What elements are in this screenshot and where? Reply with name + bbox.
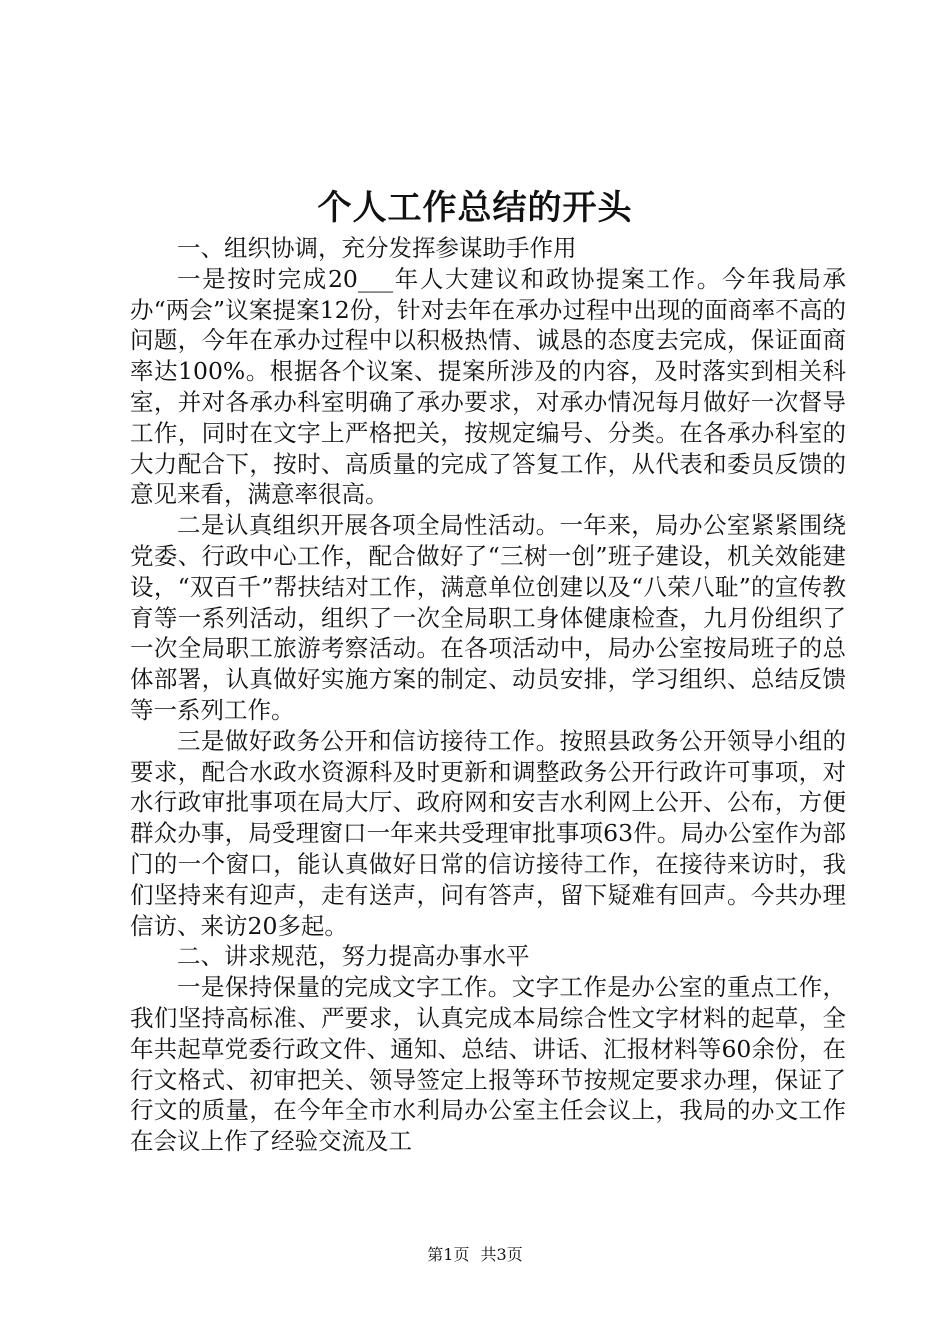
paragraph-1-3: 三是做好政务公开和信访接待工作。按照县政务公开领导小组的要求，配合水政水资源科及时更新和调整政务公开行政许可事项，对水行政审批事项在局大厅、政府网和安吉水利网上公开、公布，方便群众办事，局受理窗口一年来共受理审批事项63件。局办公室作为部门的一个窗口，能认真做好日常的信访接待工作，在接待来访时，我们坚持来有迎声，走有送声，问有答声，留下疑难有回声。今共办理信访、来访20多起。 bbox=[130, 726, 846, 940]
document-title: 个人工作总结的开头 bbox=[317, 188, 633, 228]
page-number: 第1页 bbox=[427, 1245, 470, 1264]
document-body bbox=[130, 233, 846, 1157]
section-heading-2: 二、讲求规范，努力提高办事水平 bbox=[177, 942, 530, 971]
section-heading-1: 一、组织协调，充分发挥参谋助手作用 bbox=[177, 234, 577, 262]
paragraph-2-1: 一是保持保量的完成文字工作。文字工作是办公室的重点工作，我们坚持高标准、严要求，认真完成本局综合性文字材料的起草，全年共起草党委行政文件、通知、总结、讲话、汇报材料等60余份，在行文格式、初审把关、领导签定上报等环节按规定要求办理，保证了行文的质量，在今年全市水利局办公室主任会议上，我局的办文工作在会议上作了经验交流及工 bbox=[130, 973, 846, 1156]
page-footer bbox=[0, 1244, 950, 1266]
paragraph-1-1: 一是按时完成20___年人大建议和政协提案工作。今年我局承办“两会”议案提案12份，针对去年在承办过程中出现的面商率不高的问题，今年在承办过程中以积极热情、诚恳的态度去完成，保证面商率达100%。根据各个议案、提案所涉及的内容，及时落实到相关科室，并对各承办科室明确了承办要求，对承办情况每月做好一次督导工作，同时在文字上严格把关，按规定编号、分类。在各承办科室的大力配合下，按时、高质量的完成了答复工作，从代表和委员反馈的意见来看，满意率很高。 bbox=[130, 264, 846, 509]
page-total: 共3页 bbox=[480, 1245, 523, 1264]
paragraph-1-2: 二是认真组织开展各项全局性活动。一年来，局办公室紧紧围绕党委、行政中心工作，配合做好了“三树一创”班子建设，机关效能建设，“双百千”帮扶结对工作，满意单位创建以及“八荣八耻”的宣传教育等一系列活动，组织了一次全局职工身体健康检查，九月份组织了一次全局职工旅游考察活动。在各项活动中，局办公室按局班子的总体部署，认真做好实施方案的制定、动员安排，学习组织、总结反馈等一系列工作。 bbox=[130, 511, 846, 724]
